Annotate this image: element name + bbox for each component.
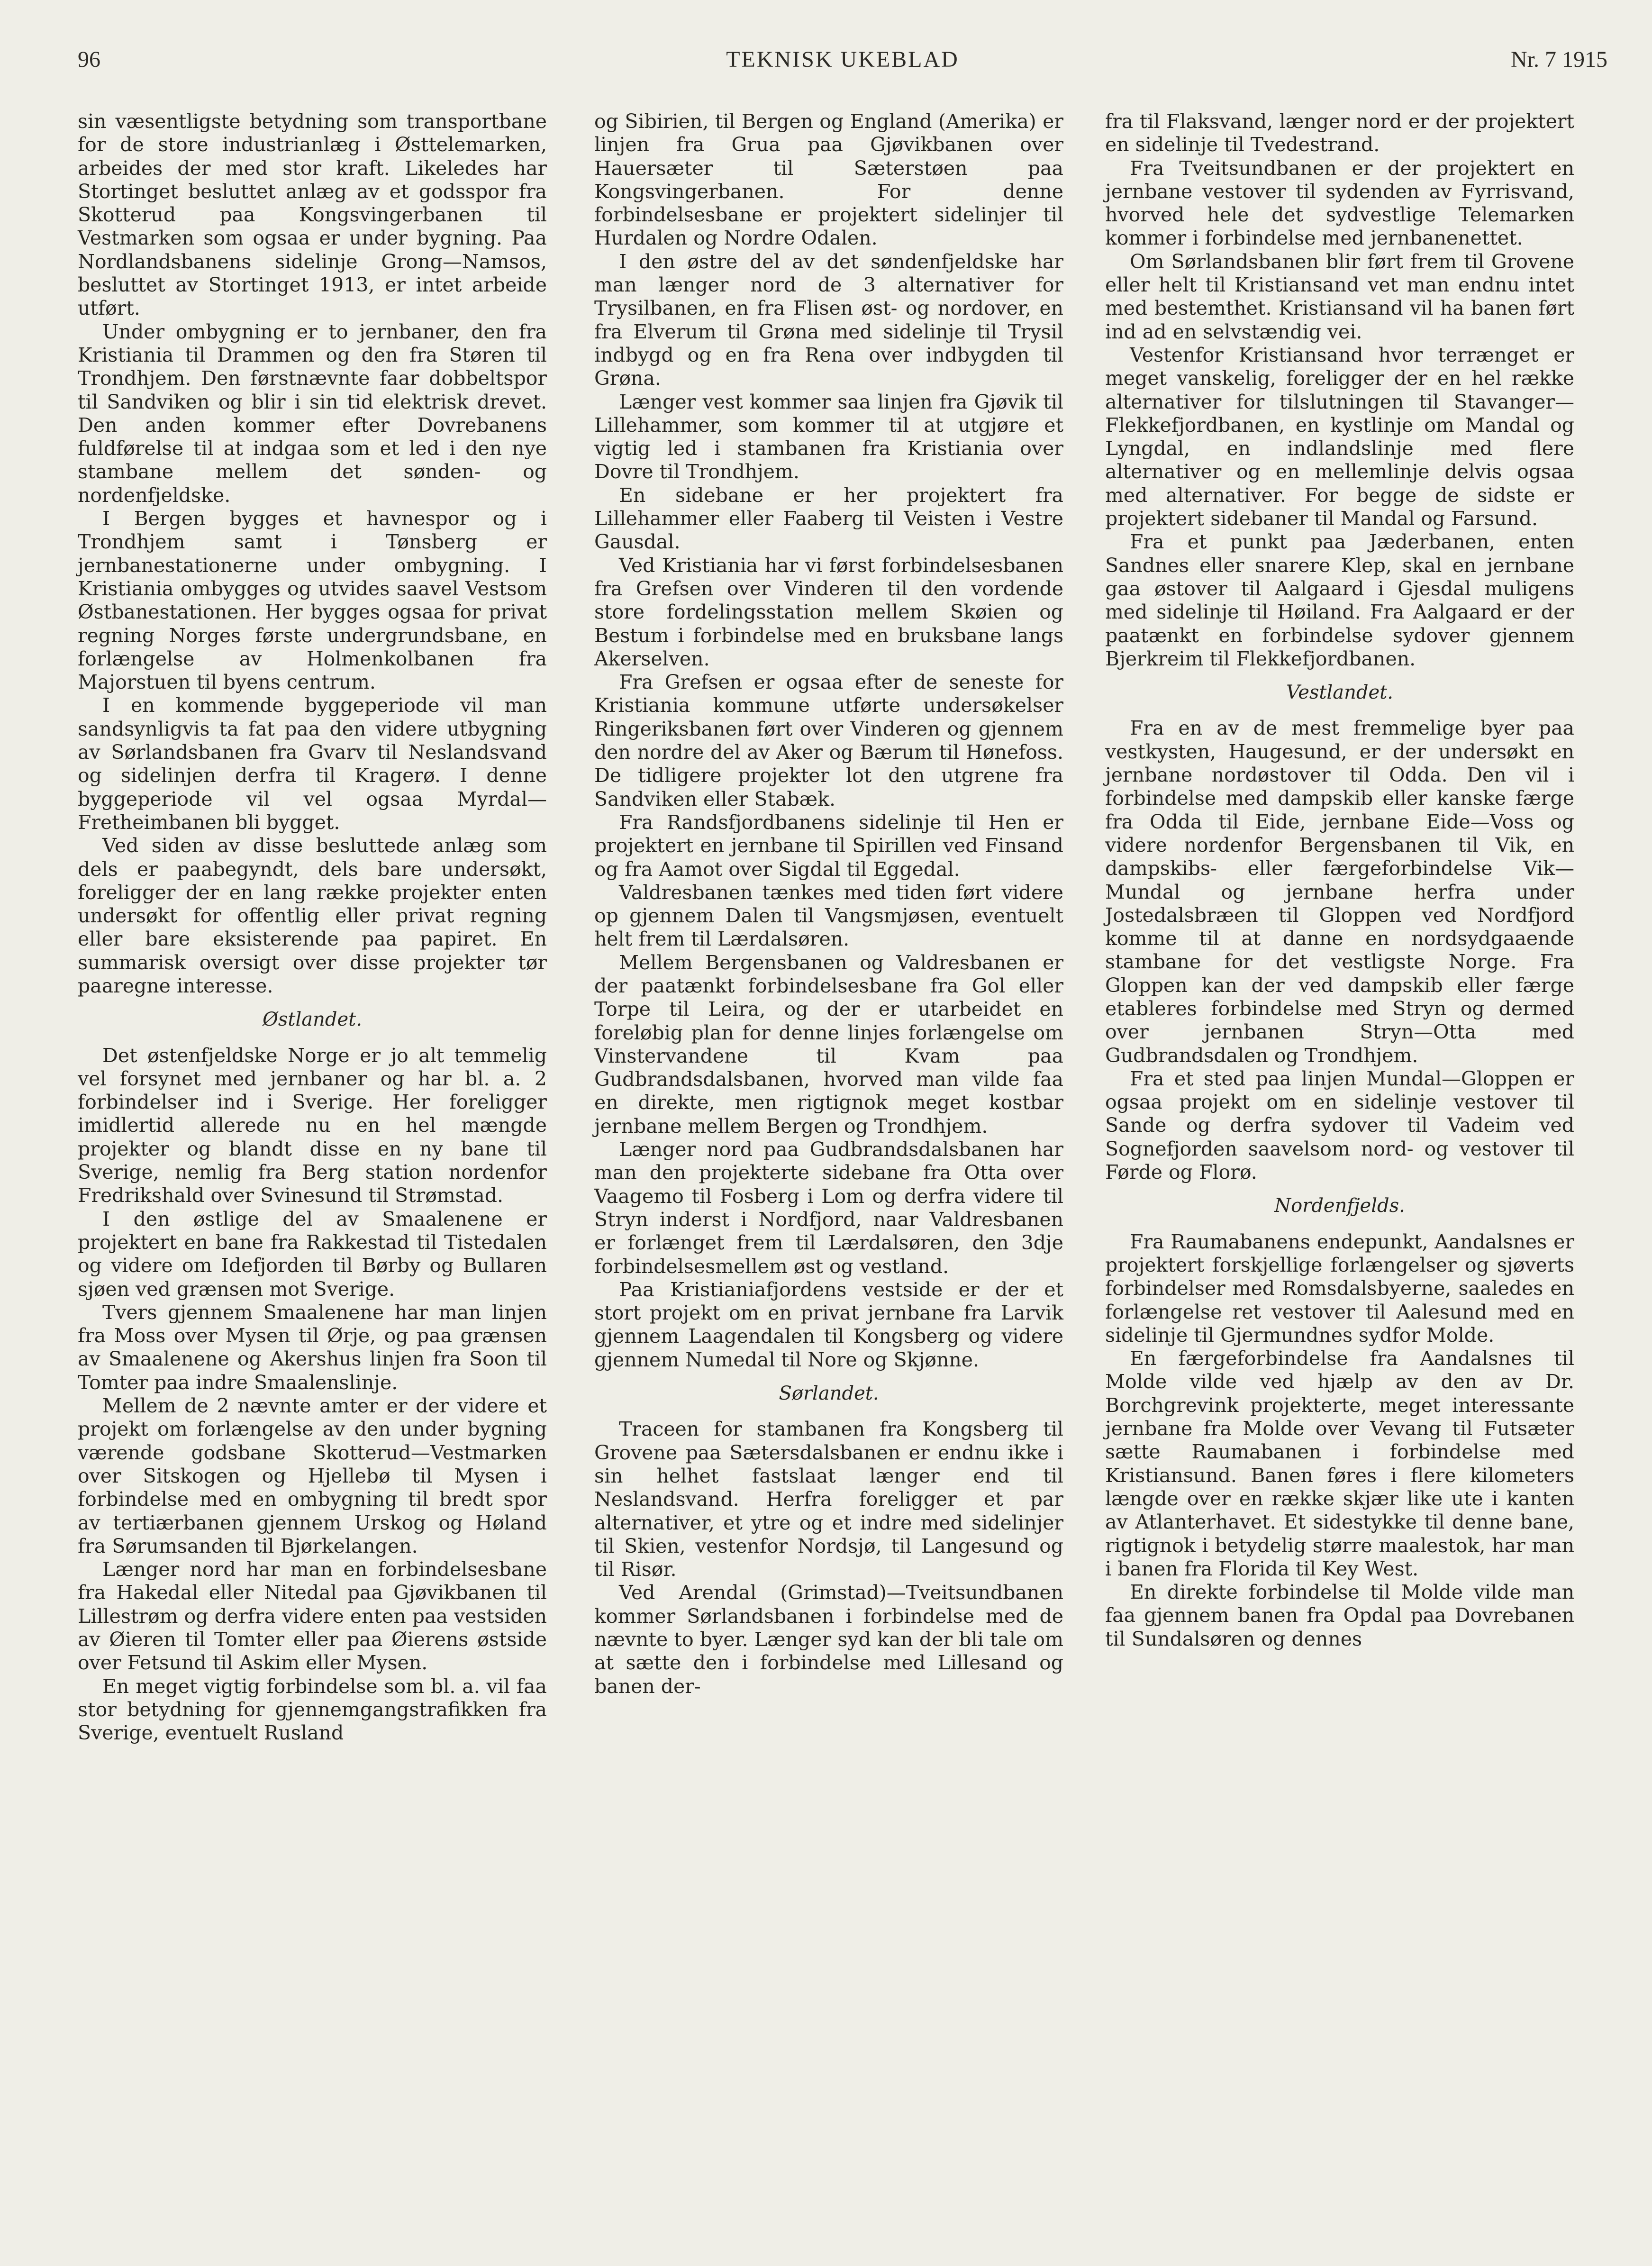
paragraph: Fra Grefsen er ogsaa efter de seneste for Kristiania kommune utførte undersøkelser Ringeriksbanen ført over Vinderen og gjennem den nordre del av Aker og Bærum til Hønefoss. De tidligere projekter lot den utgrene fra Sandviken eller Stabæk. xyxy=(594,671,1063,810)
paragraph: Fra Raumabanens endepunkt, Aandalsnes er projektert forskjellige forlængelser og sjøverts forbindelser med Romsdalsbyerne, saaledes en forlængelse ret vestover til Aalesund med en sidelinje til Gjermundnes sydfor Molde. xyxy=(1105,1230,1574,1347)
paragraph: I den østlige del av Smaalenene er projektert en bane fra Rakkestad til Tistedalen og videre om Idefjorden til Børby og Bullaren sjøen ved grænsen mot Sverige. xyxy=(78,1207,547,1301)
paragraph: Længer vest kommer saa linjen fra Gjøvik til Lillehammer, som kommer til at utgjøre et vigtig led i stambanen fra Kristiania over Dovre til Trondhjem. xyxy=(594,390,1063,483)
section-heading: Sørlandet. xyxy=(779,1383,879,1405)
paragraph: Mellem Bergensbanen og Valdresbanen er der paatænkt forbindelsesbane fra Gol eller Torpe til Leira, og der er utarbeidet en foreløbig plan for denne linjes forlængelse om Vinstervandene til Kvam paa Gudbrandsdalsbanen, hvorved man vilde faa en direkte, men rigtignok meget kostbar jernbane mellem Bergen og Trondhjem. xyxy=(594,951,1063,1138)
page-number: 96 xyxy=(78,47,100,72)
paragraph: Det østenfjeldske Norge er jo alt temmelig vel forsynet med jernbaner og har bl. a. 2 forbindelser ind i Sverige. Her foreligger imidlertid allerede nu en hel mængde projekter og blandt disse en ny bane til Sverige, nemlig fra Berg station nordenfor Fredrikshald over Svinesund til Strømstad. xyxy=(78,1044,547,1207)
section-heading: Vestlandet. xyxy=(1286,682,1393,704)
paragraph: Ved Kristiania har vi først forbindelsesbanen fra Grefsen over Vinderen til den vordende store fordelingsstation mellem Skøien og Bestum i forbindelse med en bruksbane langs Akerselven. xyxy=(594,554,1063,670)
section-heading: Østlandet. xyxy=(263,1009,362,1031)
paragraph: Fra Tveitsundbanen er der projektert en jernbane vestover til sydenden av Fyrrisvand, hvorved hele det sydvestlige Telemarken kommer i forbindelse med jernbanenettet. xyxy=(1105,156,1574,250)
paragraph: Valdresbanen tænkes med tiden ført videre op gjennem Dalen til Vangsmjøsen, eventuelt helt frem til Lærdalsøren. xyxy=(594,881,1063,951)
paragraph: Vestenfor Kristiansand hvor terrænget er meget vanskelig, foreligger der en hel række alternativer for tilslutningen til Stavanger—Flekkefjordbanen, en kystlinje om Mandal og Lyngdal, en indlandslinje med flere alternativer og en mellemlinje delvis ogsaa med alternativer. For begge de sidste er projektert sidebaner til Mandal og Farsund. xyxy=(1105,343,1574,530)
paragraph: Om Sørlandsbanen blir ført frem til Grovene eller helt til Kristiansand vet man endnu intet med bestemthet. Kristiansand vil ha banen ført ind ad en selvstændig vei. xyxy=(1105,250,1574,343)
paragraph: Traceen for stambanen fra Kongsberg til Grovene paa Sætersdalsbanen er endnu ikke i sin helhet fastslaat længer end til Neslandsvand. Herfra foreligger et par alternativer, et ytre og et indre med sidelinjer til Skien, vestenfor Nordsjø, til Langesund og til Risør. xyxy=(594,1418,1063,1581)
paragraph: Mellem de 2 nævnte amter er der videre et projekt om forlængelse av den under bygning værende godsbane Skotterud—Vestmarken over Sitskogen og Hjellebø til Mysen i forbindelse med en ombygning til bredt spor av tertiærbanen gjennem Urskog og Høland fra Sørumsanden til Bjørkelangen. xyxy=(78,1394,547,1557)
paragraph: En direkte forbindelse til Molde vilde man faa gjennem banen fra Opdal paa Dovrebanen til Sundalsøren og dennes xyxy=(1105,1581,1574,1650)
paragraph: Længer nord har man en forbindelsesbane fra Hakedal eller Nitedal paa Gjøvikbanen til Lillestrøm og derfra videre enten paa vestsiden av Øieren til Tomter eller paa Øierens østside over Fetsund til Askim eller Mysen. xyxy=(78,1558,547,1674)
paragraph: og Sibirien, til Bergen og England (Amerika) er linjen fra Grua paa Gjøvikbanen over Hauersæter til Sæterstøen paa Kongsvingerbanen. For denne forbindelsesbane er projektert sidelinjer til Hurdalen og Nordre Odalen. xyxy=(594,110,1063,250)
paragraph: En meget vigtig forbindelse som bl. a. vil faa stor betydning for gjennemgangstrafikken fra Sverige, eventuelt Rusland xyxy=(78,1674,547,1745)
paragraph: I Bergen bygges et havnespor og i Trondhjem samt i Tønsberg er jernbanestationerne under ombygning. I Kristiania ombygges og utvides saavel Vestsom Østbanestationen. Her bygges ogsaa for privat regning Norges første undergrundsbane, en forlængelse av Holmenkolbanen fra Majorstuen til byens centrum. xyxy=(78,507,547,694)
paragraph: Fra et punkt paa Jæderbanen, enten Sandnes eller snarere Klep, skal en jernbane gaa østover til Aalgaard i Gjesdal muligens med sidelinje til Høiland. Fra Aalgaard er der paatænkt en forbindelse sydover gjennem Bjerkreim til Flekkefjordbanen. xyxy=(1105,530,1574,670)
text-column-1 xyxy=(78,110,547,1745)
paragraph: Paa Kristianiafjordens vestside er der et stort projekt om en privat jernbane fra Larvik gjennem Laagendalen til Kongsberg og videre gjennem Numedal til Nore og Skjønne. xyxy=(594,1278,1063,1371)
paragraph: I den østre del av det søndenfjeldske har man længer nord de 3 alternativer for Trysilbanen, en fra Flisen øst- og nordover, en fra Elverum til Grøna med sidelinje til Trysil indbygd og en fra Rena over indbygden til Grøna. xyxy=(594,250,1063,390)
paragraph: En sidebane er her projektert fra Lillehammer eller Faaberg til Veisten i Vestre Gausdal. xyxy=(594,483,1063,554)
text-column-2 xyxy=(594,110,1063,1698)
paragraph: Tvers gjennem Smaalenene har man linjen fra Moss over Mysen til Ørje, og paa grænsen av Smaalenene og Akershus linjen fra Soon til Tomter paa indre Smaalenslinje. xyxy=(78,1301,547,1394)
paragraph: Længer nord paa Gudbrandsdalsbanen har man den projekterte sidebane fra Otta over Vaagemo til Fosberg i Lom og derfra videre til Stryn inderst i Nordfjord, naar Valdresbanen er forlænget frem til Lærdalsøren, den 3dje forbindelsesmellem øst og vestland. xyxy=(594,1138,1063,1278)
issue-number: Nr. 7 1915 xyxy=(1511,47,1607,72)
text-column-3 xyxy=(1105,110,1574,1651)
paragraph: Fra Randsfjordbanens sidelinje til Hen er projektert en jernbane til Spirillen ved Finsand og fra Aamot over Sigdal til Eggedal. xyxy=(594,810,1063,881)
publication-title: TEKNISK UKEBLAD xyxy=(726,47,959,72)
paragraph: Under ombygning er to jernbaner, den fra Kristiania til Drammen og den fra Støren til Trondhjem. Den førstnævnte faar dobbeltspor til Sandviken og blir i sin tid elektrisk drevet. Den anden kommer efter Dovrebanens fuldførelse til at indgaa som et led i den nye stambane mellem det sønden- og nordenfjeldske. xyxy=(78,320,547,507)
paragraph: Ved Arendal (Grimstad)—Tveitsundbanen kommer Sørlandsbanen i forbindelse med de nævnte to byer. Længer syd kan der bli tale om at sætte den i forbindelse med Lillesand og banen der- xyxy=(594,1581,1063,1698)
paragraph: sin væsentligste betydning som transportbane for de store industrianlæg i Østtelemarken, arbeides der med stor kraft. Likeledes har Stortinget besluttet anlæg av et godsspor fra Skotterud paa Kongsvingerbanen til Vestmarken som ogsaa er under bygning. Paa Nordlandsbanens sidelinje Grong—Namsos, besluttet av Stortinget 1913, er intet arbeide utført. xyxy=(78,110,547,320)
paragraph: Ved siden av disse besluttede anlæg som dels er paabegyndt, dels bare undersøkt, foreligger der en lang række projekter enten undersøkt for offentlig eller privat regning eller bare eksisterende paa papiret. En summarisk oversigt over disse projekter tør paaregne interesse. xyxy=(78,834,547,997)
paragraph: Fra en av de mest fremmelige byer paa vestkysten, Haugesund, er der undersøkt en jernbane nordøstover til Odda. Den vil i forbindelse med dampskib eller kanske færge fra Odda til Eide, jernbane Eide—Voss og videre nordenfor Bergensbanen til Vik, en dampskibs- eller færgeforbindelse Vik—Mundal og jernbane herfra under Jostedalsbræen til Gloppen ved Nordfjord komme til at danne en nordsydgaaende stambane for det vestligste Norge. Fra Gloppen kan der ved dampskib eller færge etableres forbindelse med Stryn og dermed over jernbanen Stryn—Otta med Gudbrandsdalen og Trondhjem. xyxy=(1105,717,1574,1067)
section-heading: Nordenfjelds. xyxy=(1274,1195,1405,1217)
paragraph: Fra et sted paa linjen Mundal—Gloppen er ogsaa projekt om en sidelinje vestover til Sande og derfra sydover til Vadeim ved Sognefjorden saavelsom nord- og vestover til Førde og Florø. xyxy=(1105,1067,1574,1184)
paragraph: I en kommende byggeperiode vil man sandsynligvis ta fat paa den videre utbygning av Sørlandsbanen fra Gvarv til Neslandsvand og sidelinjen derfra til Kragerø. I denne byggeperiode vil vel ogsaa Myrdal—Fretheimbanen bli bygget. xyxy=(78,694,547,834)
page-header xyxy=(78,46,1607,80)
paragraph: En færgeforbindelse fra Aandalsnes til Molde vilde ved hjælp av den av Dr. Borchgrevink projekterte, meget interessante jernbane fra Molde over Vevang til Futsæter sætte Raumabanen i forbindelse med Kristiansund. Banen føres i flere kilometers længde over en række skjær like ute i kanten av Atlanterhavet. Et sidestykke til denne bane, rigtignok i betydelig større maalestok, har man i banen fra Florida til Key West. xyxy=(1105,1347,1574,1580)
paragraph: fra til Flaksvand, længer nord er der projektert en sidelinje til Tvedestrand. xyxy=(1105,110,1574,156)
